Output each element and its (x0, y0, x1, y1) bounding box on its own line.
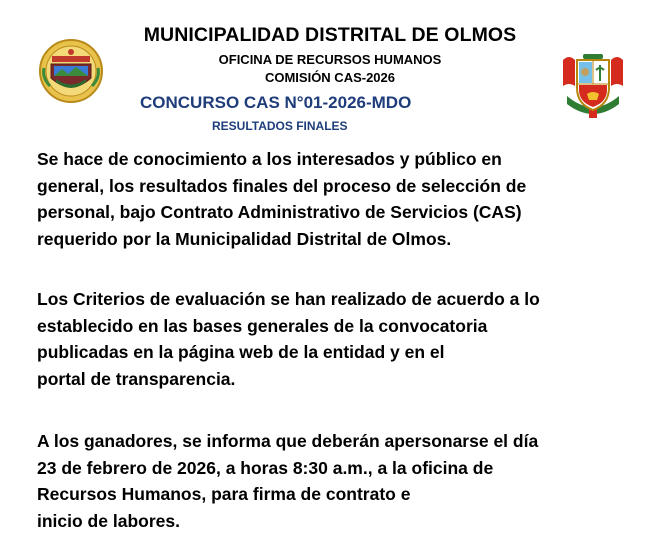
paragraph-line: 23 de febrero de 2026, a horas 8:30 a.m., a la oficina de (37, 457, 494, 478)
paragraph-line: Recursos Humanos, para firma de contrato e (37, 484, 411, 504)
paragraph-line: personal, bajo Contrato Administrativo de Servicios (CAS) (37, 202, 522, 222)
municipality-title: MUNICIPALIDAD DISTRITAL DE OLMOS (143, 24, 517, 46)
paragraph-line: establecido en las bases generales de la convocatoria (37, 315, 488, 336)
paragraph-line: inicio de labores. (37, 510, 180, 531)
commission-name: COMISIÓN CAS-2026 (264, 70, 396, 85)
paragraph-winners-notice (37, 428, 637, 534)
paragraph-line: A los ganadores, se informa que deberán apersonarse el día (37, 431, 539, 451)
paragraph-announcement (37, 146, 637, 252)
paragraph-line: Los Criterios de evaluación se han realizado de acuerdo a lo (37, 289, 540, 309)
paragraph-line: publicadas en la página web de la entidad y en el (37, 342, 445, 362)
paragraph-criteria (37, 286, 637, 392)
paragraph-line: portal de transparencia. (37, 368, 236, 389)
paragraph-line: requerido por la Municipalidad Distrital de Olmos. (37, 228, 452, 249)
contest-title: CONCURSO CAS N°01-2026-MDO (140, 93, 412, 112)
paragraph-line: Se hace de conocimiento a los interesados y público en (37, 149, 502, 169)
office-name: OFICINA DE RECURSOS HUMANOS (218, 52, 442, 67)
paragraph-line: general, los resultados finales del proceso de selección de (37, 175, 527, 196)
results-subtitle: RESULTADOS FINALES (212, 119, 348, 133)
